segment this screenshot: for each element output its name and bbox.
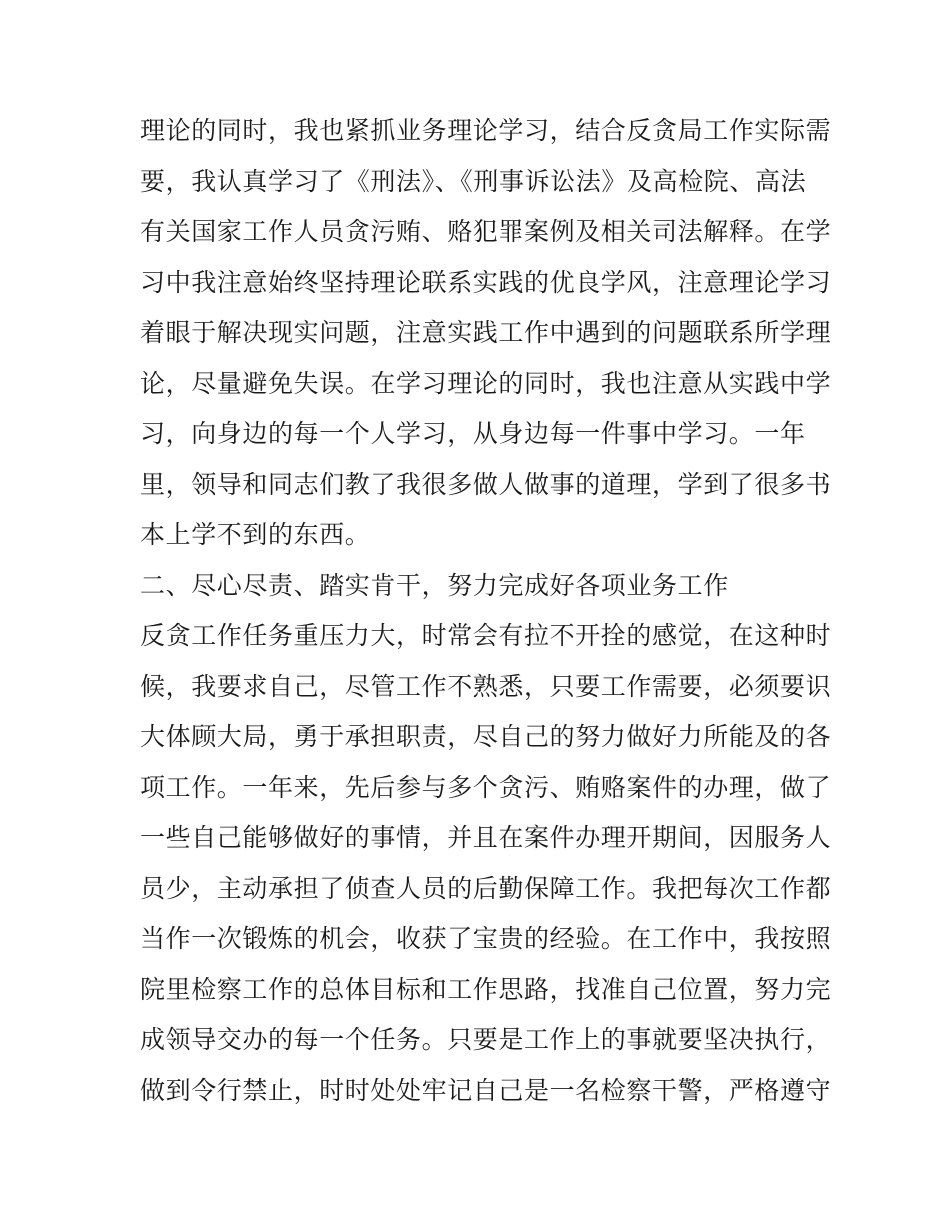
body-text-line: 一些自己能够做好的事情，并且在案件办理开期间，因服务人	[140, 823, 832, 852]
body-text-line: 习，向身边的每一个人学习，从身边每一件事中学习。一年	[140, 419, 806, 448]
body-text-line: 候，我要求自己，尽管工作不熟悉，只要工作需要，必须要识	[140, 672, 832, 701]
body-text-line: 本上学不到的东西。	[140, 520, 371, 549]
body-text-line: 着眼于解决现实问题，注意实践工作中遇到的问题联系所学理	[140, 318, 832, 347]
body-text-line: 做到令行禁止，时时处处牢记自己是一名检察干警，严格遵守	[140, 1076, 832, 1105]
body-text-line: 要，我认真学习了《刑法》、《刑事诉讼法》及高检院、高法	[140, 167, 807, 196]
body-text-line: 院里检察工作的总体目标和工作思路，找准自己位置，努力完	[140, 975, 832, 1004]
body-text-line: 习中我注意始终坚持理论联系实践的优良学风，注意理论学习	[140, 268, 832, 297]
body-text-line: 大体顾大局，勇于承担职责，尽自己的努力做好力所能及的各	[140, 722, 832, 751]
body-text-line: 有关国家工作人员贪污贿、赂犯罪案例及相关司法解释。在学	[140, 217, 832, 246]
body-text-line: 理论的同时，我也紧抓业务理论学习，结合反贪局工作实际需	[140, 116, 832, 145]
body-text-line: 论，尽量避免失误。在学习理论的同时，我也注意从实践中学	[140, 369, 832, 398]
body-text-line: 当作一次锻炼的机会，收获了宝贵的经验。在工作中，我按照	[140, 924, 832, 953]
body-text-line: 员少，主动承担了侦查人员的后勤保障工作。我把每次工作都	[140, 874, 832, 903]
body-text-line: 反贪工作任务重压力大，时常会有拉不开拴的感觉，在这种时	[140, 621, 832, 650]
section-heading: 二、尽心尽责、踏实肯干，努力完成好各项业务工作	[140, 571, 729, 600]
body-text-line: 项工作。一年来，先后参与多个贪污、贿赂案件的办理，做了	[140, 773, 832, 802]
body-text-line: 里，领导和同志们教了我很多做人做事的道理，学到了很多书	[140, 470, 832, 499]
body-text-line: 成领导交办的每一个任务。只要是工作上的事就要坚决执行，	[140, 1025, 832, 1054]
